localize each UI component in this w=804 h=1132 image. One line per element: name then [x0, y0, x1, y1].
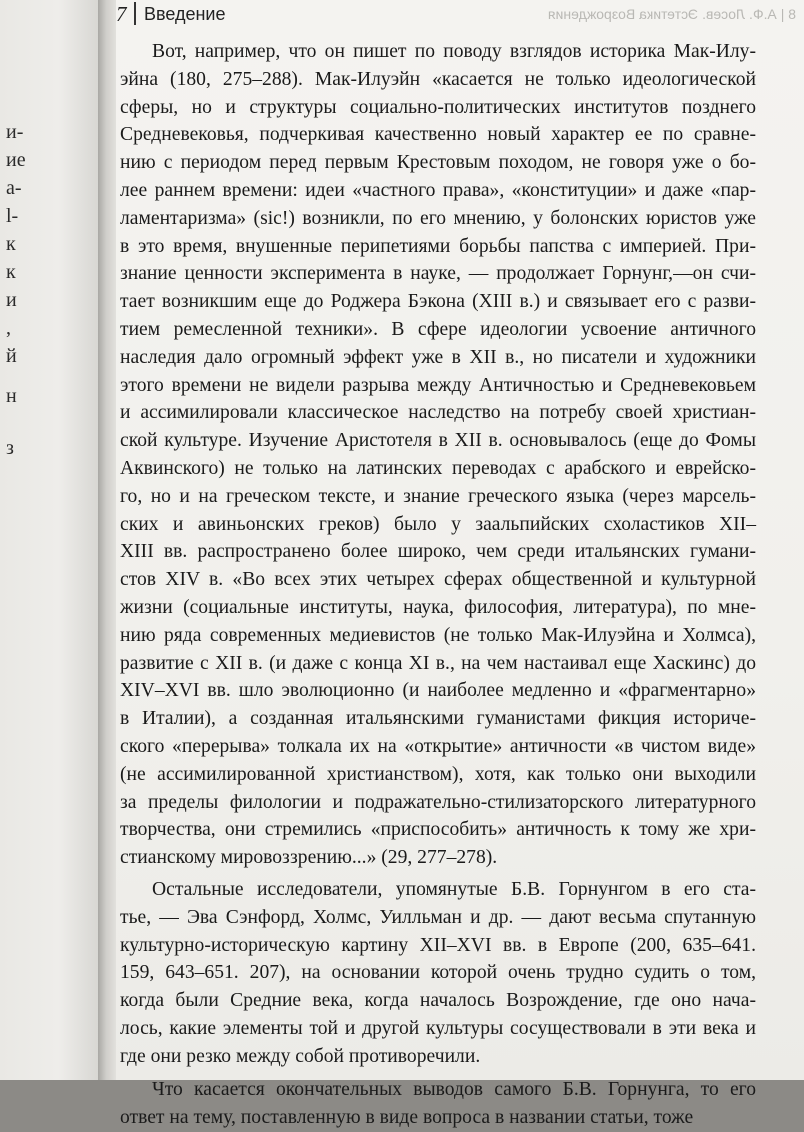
paragraph [120, 876, 756, 1071]
text-line: Средневековья, подчеркивая качественно новый характер ее по сравне- [120, 124, 756, 146]
body-text [120, 38, 756, 1132]
facing-page-fragment: и [6, 289, 17, 311]
text-line: эйна (180, 275–288). Мак-Илуэйн «касается не только идеологической [120, 68, 756, 90]
text-line: (не ассимилированной христианством), хотя, как только они выходили [120, 763, 756, 785]
text-line: культурно-историческую картину XII–XVI вв. в Европе (200, 635–641. [120, 934, 756, 956]
text-line: нию ряда современных медиевистов (не только Мак-Илуэйна и Холмса), [120, 624, 756, 646]
facing-page-fragment: , [6, 317, 11, 339]
facing-page-fragment: и- [6, 121, 24, 143]
text-line: Аквинского) не только на латинских переводах с арабского и еврейско- [120, 457, 756, 479]
text-line: жизни (социальные институты, наука, философия, литература), по мне- [120, 596, 756, 618]
text-line: ответ на тему, поставленную в виде вопроса в названии статьи, тоже [120, 1107, 694, 1129]
text-line: за пределы филологии и подражательно-стилизаторского литературного [120, 791, 756, 813]
facing-page-fragment: ие [6, 149, 26, 171]
text-line: го, но и на греческом тексте, и знание греческого языка (через марсель- [120, 485, 756, 507]
text-line: когда были Средние века, когда началось Возрождение, где оно нача- [120, 990, 756, 1012]
page-number: 7 [116, 2, 127, 26]
book-gutter [98, 0, 116, 1080]
text-line: стианскому мировоззрению...» (29, 277–278). [120, 847, 498, 869]
facing-page-edge [0, 0, 98, 1080]
facing-page-fragment: а- [6, 177, 22, 199]
text-line: Что касается окончательных выводов самого Б.В. Горнунга, то его [152, 1079, 756, 1101]
text-line: ламентаризма» (sic!) возникли, по его мнению, у болонских юристов уже [120, 207, 756, 229]
text-line: сферы, но и структуры социально-политических институтов позднего [120, 96, 756, 118]
text-line: тье, — Эва Сэнфорд, Холмс, Уилльман и др. — дают весьма спутанную [120, 906, 756, 928]
text-line: ского «перерыва» толкала их на «открытие» античности «в чистом виде» [120, 735, 756, 757]
header-divider [134, 2, 136, 25]
text-line: XIII вв. распространено более широко, чем среди итальянских гумани- [120, 541, 756, 563]
facing-page-fragment: н [6, 385, 17, 407]
text-line: Остальные исследователи, упомянутые Б.В. Горнунгом в его ста- [152, 878, 756, 900]
paragraph [120, 1076, 756, 1132]
facing-page-fragment: й [6, 345, 17, 367]
text-line: XIV–XVI вв. шло эволюционно (и наиболее медленно и «фрагментарно» [120, 680, 756, 702]
text-line: тием ремесленной техники». В сфере идеологии усвоение античного [120, 318, 756, 340]
text-line: тает возникшим еще до Роджера Бэкона (XIII в.) и связывает его с разви- [120, 291, 756, 313]
page-header [116, 0, 804, 30]
text-line: Вот, например, что он пишет по поводу взглядов историка Мак-Илу- [152, 41, 756, 62]
book-page [116, 0, 804, 1129]
facing-page-fragment: к [6, 233, 16, 255]
facing-page-fragment: к [6, 261, 16, 283]
running-head: Введение [144, 4, 226, 24]
text-line: развитие с XII в. (и даже с конца XI в., на чем настаивал еще Хаскинс) до [120, 652, 756, 674]
text-line: лось, какие элементы той и другой культуры сосуществовали в эти века и [120, 1017, 756, 1039]
text-line: и ассимилировали классическое наследство на потребу своей христиан- [120, 402, 756, 424]
text-line: знание ценности эксперимента в науке, — продолжает Горнунг,—он счи- [120, 263, 756, 285]
text-line: ских и авиньонских греков) было у заальпийских схоластиков XII– [120, 513, 756, 535]
text-line: 159, 643–651. 207), на основании которой очень трудно судить о том, [120, 962, 756, 984]
text-line: в Италии), а созданная итальянскими гуманистами фикция историче- [120, 708, 756, 730]
text-line: нию с периодом перед первым Крестовым походом, не говоря уже о бо- [120, 152, 756, 174]
text-line: творчества, они стремились «приспособить» античность к тому же хри- [120, 819, 756, 841]
show-through-text: 8 | А.Ф. Лосев. Эстетика Возрождения [547, 6, 796, 22]
text-line: в это время, внушенные перипетиями борьбы папства с империей. При- [120, 235, 756, 257]
paragraph [120, 38, 756, 872]
text-line: стов XIV в. «Во всех этих четырех сферах общественной и культурной [120, 569, 756, 591]
text-line: лее раннем времени: идеи «частного права», «конституции» и даже «пар- [120, 179, 756, 201]
text-line: ской культуре. Изучение Аристотеля в XII в. основывалось (еще до Фомы [120, 430, 756, 452]
facing-page-fragment: з [6, 437, 14, 459]
text-line: наследия дало огромный эффект уже в XII в., но писатели и художники [120, 346, 756, 368]
facing-page-fragment: l- [6, 205, 19, 227]
text-line: где они резко между собой противоречили. [120, 1045, 481, 1067]
text-line: этого времени не видели разрыва между Античностью и Средневековьем [120, 374, 756, 396]
